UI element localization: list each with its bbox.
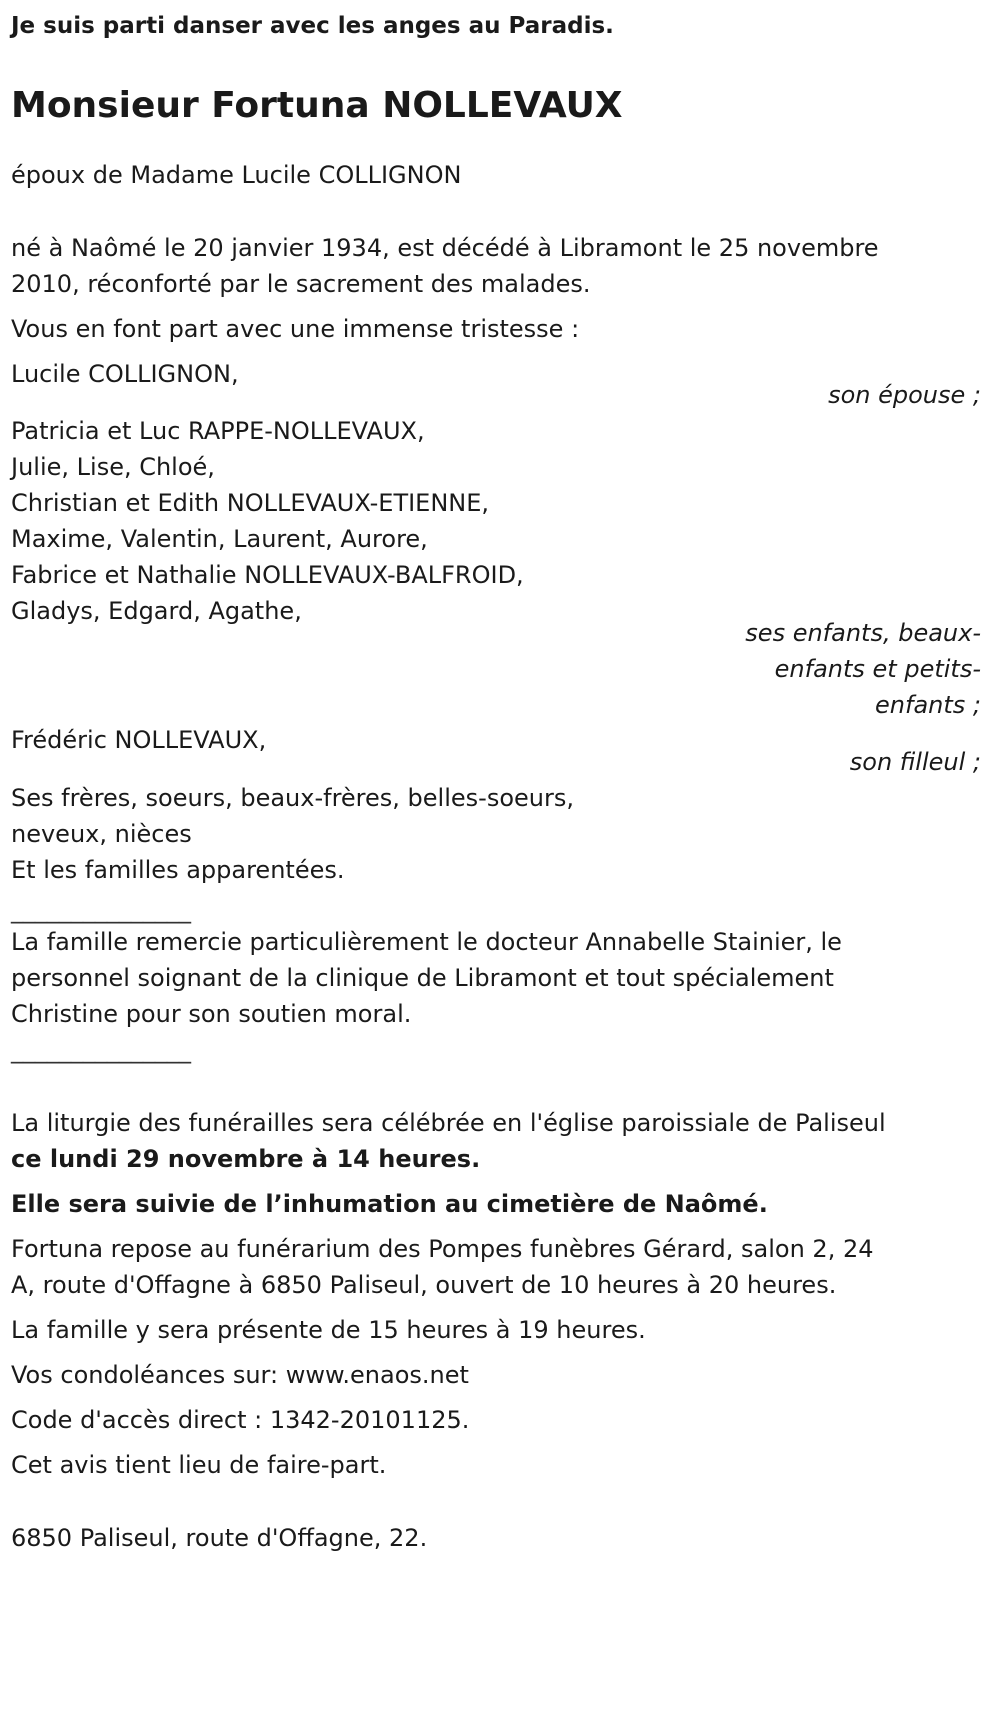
godson-role: son filleul ;: [849, 748, 981, 776]
child-line: Julie, Lise, Chloé,: [11, 453, 215, 481]
separator: _______________: [11, 896, 191, 924]
godson-name: Frédéric NOLLEVAUX,: [11, 726, 267, 754]
relatives-line: Ses frères, soeurs, beaux-frères, belles-soeurs,: [11, 784, 574, 812]
child-line: Christian et Edith NOLLEVAUX-ETIENNE,: [11, 489, 490, 517]
deceased-name: Monsieur Fortuna NOLLEVAUX: [11, 85, 623, 126]
family-presence: La famille y sera présente de 15 heures à 19 heures.: [11, 1316, 646, 1344]
separator: _______________: [11, 1036, 191, 1064]
thanks-line-2: personnel soignant de la clinique de Libramont et tout spécialement: [11, 964, 834, 992]
condolences-line: Vos condoléances sur: www.enaos.net: [11, 1361, 469, 1389]
burial-line: Elle sera suivie de l’inhumation au cimetière de Naômé.: [11, 1190, 768, 1218]
liturgy-line: La liturgie des funérailles sera célébrée en l'église paroissiale de Paliseul: [11, 1109, 886, 1137]
children-role-line: enfants ;: [875, 691, 981, 719]
relatives-line: neveux, nièces: [11, 820, 192, 848]
rest-line-1: Fortuna repose au funérarium des Pompes funèbres Gérard, salon 2, 24: [11, 1235, 874, 1263]
tagline: Je suis parti danser avec les anges au Paradis.: [11, 13, 614, 39]
children-role-line: enfants et petits-: [774, 655, 981, 683]
spouse-name: Lucile COLLIGNON,: [11, 360, 239, 388]
child-line: Maxime, Valentin, Laurent, Aurore,: [11, 525, 428, 553]
funeral-date: ce lundi 29 novembre à 14 heures.: [11, 1145, 481, 1173]
birth-death-line-2: 2010, réconforté par le sacrement des malades.: [11, 270, 591, 298]
child-line: Fabrice et Nathalie NOLLEVAUX-BALFROID,: [11, 561, 524, 589]
thanks-line-1: La famille remercie particulièrement le docteur Annabelle Stainier, le: [11, 928, 842, 956]
relatives-line: Et les familles apparentées.: [11, 856, 345, 884]
spouse-role: son épouse ;: [828, 381, 981, 409]
child-line: Gladys, Edgard, Agathe,: [11, 597, 302, 625]
address: 6850 Paliseul, route d'Offagne, 22.: [11, 1524, 428, 1552]
thanks-line-3: Christine pour son soutien moral.: [11, 1000, 412, 1028]
announcement-intro: Vous en font part avec une immense tristesse :: [11, 315, 580, 343]
spouse-line: époux de Madame Lucile COLLIGNON: [11, 161, 462, 189]
rest-line-2: A, route d'Offagne à 6850 Paliseul, ouvert de 10 heures à 20 heures.: [11, 1271, 837, 1299]
birth-death-line-1: né à Naômé le 20 janvier 1934, est décédé à Libramont le 25 novembre: [11, 234, 879, 262]
notice-line: Cet avis tient lieu de faire-part.: [11, 1451, 387, 1479]
children-role-line: ses enfants, beaux-: [745, 619, 981, 647]
child-line: Patricia et Luc RAPPE-NOLLEVAUX,: [11, 417, 425, 445]
access-code: Code d'accès direct : 1342-20101125.: [11, 1406, 470, 1434]
